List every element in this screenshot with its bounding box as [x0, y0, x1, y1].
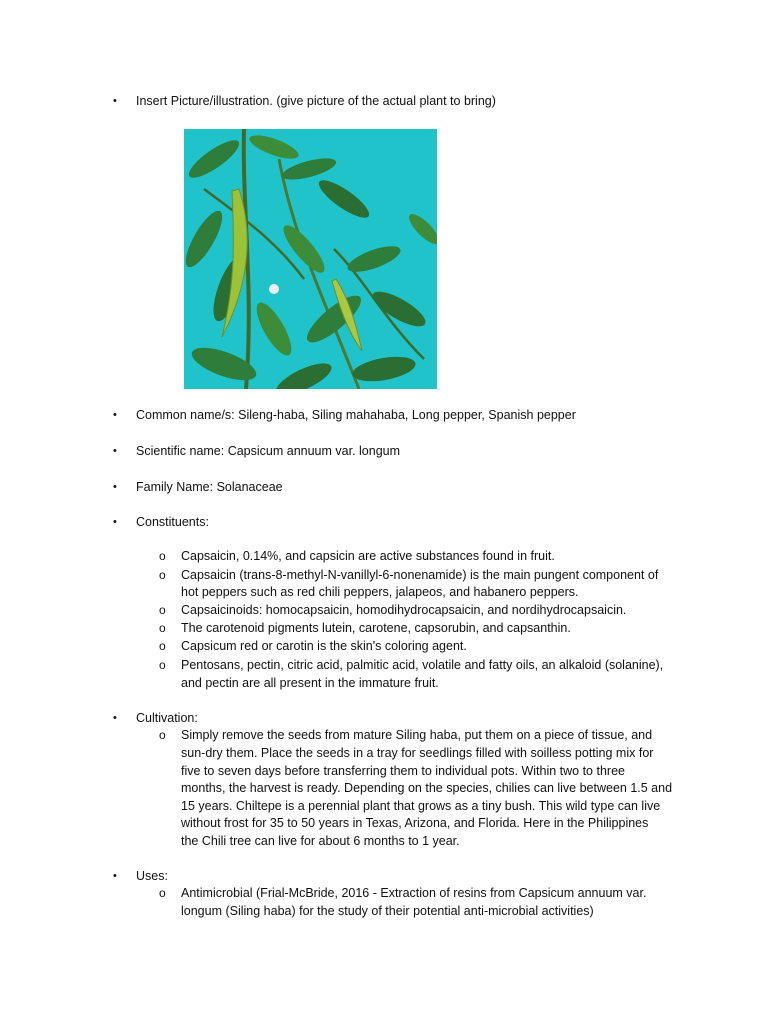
constituent-item-continuation: hot peppers such as red chili peppers, jalapeos, and habanero peppers. — [181, 585, 579, 599]
family-name: Family Name: Solanaceae — [136, 480, 283, 494]
constituent-item: Capsicum red or carotin is the skin's coloring agent. — [181, 639, 467, 653]
bullet: • — [113, 712, 117, 724]
uses-line: longum (Siling haba) for the study of their potential anti-microbial activities) — [181, 904, 594, 918]
constituent-item: Pentosans, pectin, citric acid, palmitic acid, volatile and fatty oils, an alkaloid (solanine), — [181, 658, 664, 672]
uses-line: Antimicrobial (Frial-McBride, 2016 - Extraction of resins from Capsicum annuum var. — [181, 886, 647, 900]
chili-plant-photo — [184, 129, 437, 389]
bullet: • — [113, 870, 117, 882]
sub-bullet: o — [159, 886, 166, 900]
cultivation-line: months, the harvest is ready. Depending on the species, chilies can live between 1.5 and — [181, 781, 673, 795]
common-name: Common name/s: Sileng-haba, Siling mahahaba, Long pepper, Spanish pepper — [136, 408, 576, 422]
bullet: • — [113, 409, 117, 421]
constituent-item: The carotenoid pigments lutein, carotene, capsorubin, and capsanthin. — [181, 621, 571, 635]
sub-bullet: o — [159, 639, 166, 653]
picture-instruction: Insert Picture/illustration. (give picture of the actual plant to bring) — [136, 94, 496, 108]
cultivation-line: the Chili tree can live for about 6 months to 1 year. — [181, 834, 460, 848]
scientific-name: Scientific name: Capsicum annuum var. longum — [136, 444, 401, 458]
sub-bullet: o — [159, 549, 166, 563]
cultivation-line: sun-dry them. Place the seeds in a tray for seedlings filled with soilless potting mix for — [181, 746, 654, 760]
bullet: • — [113, 445, 117, 457]
cultivation-line: five to seven days before transferring them to individual pots. Within two to three — [181, 764, 625, 778]
sub-bullet: o — [159, 728, 166, 742]
uses-heading: Uses: — [136, 869, 168, 883]
cultivation-line: without frost for 35 to 50 years in Texas, Arizona, and Florida. Here in the Philippines — [181, 816, 649, 830]
bullet: • — [113, 95, 117, 107]
cultivation-heading: Cultivation: — [136, 711, 198, 725]
constituents-heading: Constituents: — [136, 515, 209, 529]
sub-bullet: o — [159, 658, 166, 672]
bullet: • — [113, 516, 117, 528]
constituent-item-continuation: and pectin are all present in the immature fruit. — [181, 676, 439, 690]
sub-bullet: o — [159, 603, 166, 617]
sub-bullet: o — [159, 621, 166, 635]
cultivation-line: Simply remove the seeds from mature Siling haba, put them on a piece of tissue, and — [181, 728, 653, 742]
constituent-item: Capsaicin, 0.14%, and capsicin are active substances found in fruit. — [181, 549, 555, 563]
cultivation-line: 15 years. Chiltepe is a perennial plant that grows as a tiny bush. This wild type can live — [181, 799, 661, 813]
constituent-item: Capsaicinoids: homocapsaicin, homodihydrocapsaicin, and nordihydrocapsaicin. — [181, 603, 627, 617]
constituent-item: Capsaicin (trans-8-methyl-N-vanillyl-6-nonenamide) is the main pungent component of — [181, 568, 659, 582]
sub-bullet: o — [159, 568, 166, 582]
bullet: • — [113, 481, 117, 493]
